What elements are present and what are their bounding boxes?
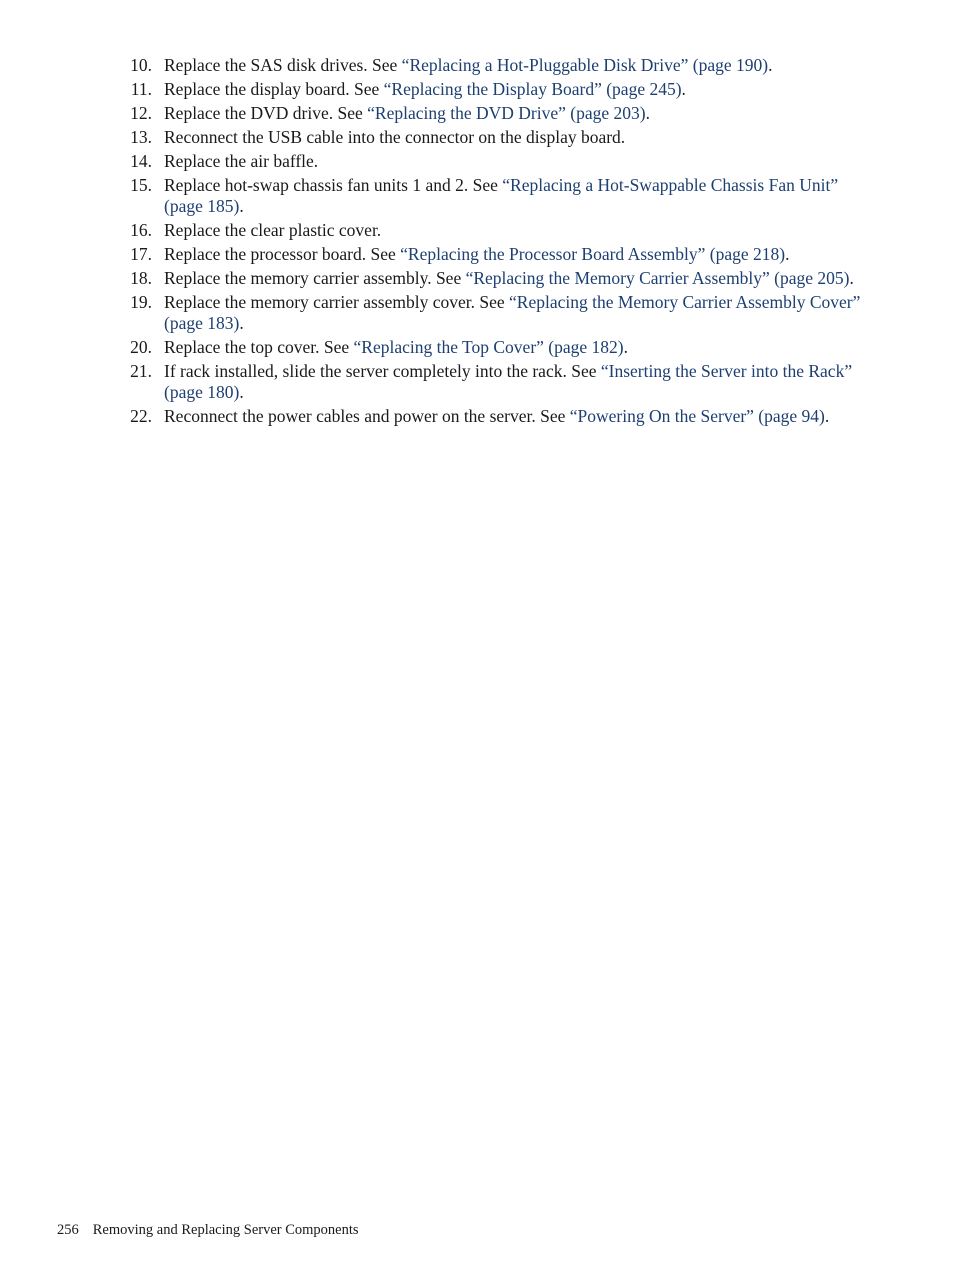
step-number: 18.	[130, 268, 152, 288]
page-number: 256	[57, 1222, 79, 1238]
cross-reference-link[interactable]: “Replacing the Display Board” (page 245)	[383, 79, 682, 99]
step-tail: .	[239, 382, 244, 402]
step-13	[0, 127, 954, 148]
step-text: Reconnect the power cables and power on the server. See	[164, 406, 570, 426]
step-tail: .	[645, 103, 650, 123]
step-number: 12.	[130, 103, 152, 123]
step-text: Replace the memory carrier assembly cover. See	[164, 292, 509, 312]
step-10	[0, 55, 954, 76]
step-tail: .	[681, 79, 686, 99]
step-text: Replace the processor board. See	[164, 244, 401, 264]
step-tail: .	[824, 406, 830, 426]
step-text: Replace the memory carrier assembly. See	[164, 268, 466, 288]
step-22	[0, 406, 954, 427]
step-17	[0, 244, 954, 265]
section-title: Removing and Replacing Server Components	[92, 1222, 359, 1238]
cross-reference-link[interactable]: “Replacing the Top Cover” (page 182)	[353, 337, 624, 357]
step-text: Replace the clear plastic cover.	[164, 220, 382, 240]
step-number: 16.	[130, 220, 152, 240]
step-text: Replace the top cover. See	[164, 337, 354, 357]
step-tail: .	[849, 268, 854, 288]
step-number: 10.	[130, 55, 152, 75]
step-number: 17.	[130, 244, 152, 264]
cross-reference-link[interactable]: “Powering On the Server” (page 94)	[569, 406, 825, 426]
step-21	[0, 361, 954, 403]
step-tail: .	[623, 337, 628, 357]
step-18	[0, 268, 954, 289]
step-text: Replace the SAS disk drives. See	[164, 55, 402, 75]
step-text: Reconnect the USB cable into the connector on the display board.	[164, 127, 626, 147]
step-text: Replace the air baffle.	[164, 151, 319, 171]
cross-reference-link[interactable]: “Inserting the Server into the Rack” (page 180)	[164, 361, 853, 402]
cross-reference-link[interactable]: “Replacing the Memory Carrier Assembly Cover” (page 183)	[164, 292, 861, 333]
step-15	[0, 175, 954, 217]
step-tail: .	[785, 244, 790, 264]
step-number: 15.	[130, 175, 152, 195]
step-11	[0, 79, 954, 100]
step-tail: .	[239, 196, 244, 216]
step-text: If rack installed, slide the server completely into the rack. See	[164, 361, 601, 381]
cross-reference-link[interactable]: “Replacing a Hot-Pluggable Disk Drive” (page 190)	[401, 55, 769, 75]
step-14	[0, 151, 954, 172]
step-number: 19.	[130, 292, 152, 312]
cross-reference-link[interactable]: “Replacing the DVD Drive” (page 203)	[367, 103, 646, 123]
cross-reference-link[interactable]: “Replacing the Processor Board Assembly” (page 218)	[400, 244, 786, 264]
step-number: 14.	[130, 151, 152, 171]
step-text: Replace hot-swap chassis fan units 1 and 2. See	[164, 175, 503, 195]
step-19	[0, 292, 954, 334]
step-16	[0, 220, 954, 241]
step-number: 13.	[130, 127, 152, 147]
step-text: Replace the display board. See	[164, 79, 384, 99]
step-number: 21.	[130, 361, 152, 381]
step-number: 22.	[130, 406, 152, 426]
step-number: 20.	[130, 337, 152, 357]
step-20	[0, 337, 954, 358]
page-footer	[57, 1222, 359, 1239]
step-number: 11.	[130, 79, 152, 99]
step-12	[0, 103, 954, 124]
procedure-steps	[0, 55, 954, 430]
step-text: Replace the DVD drive. See	[164, 103, 368, 123]
cross-reference-link[interactable]: “Replacing a Hot-Swappable Chassis Fan Unit” (page 185)	[164, 175, 839, 216]
step-tail: .	[768, 55, 773, 75]
cross-reference-link[interactable]: “Replacing the Memory Carrier Assembly” (page 205)	[465, 268, 850, 288]
step-tail: .	[239, 313, 244, 333]
